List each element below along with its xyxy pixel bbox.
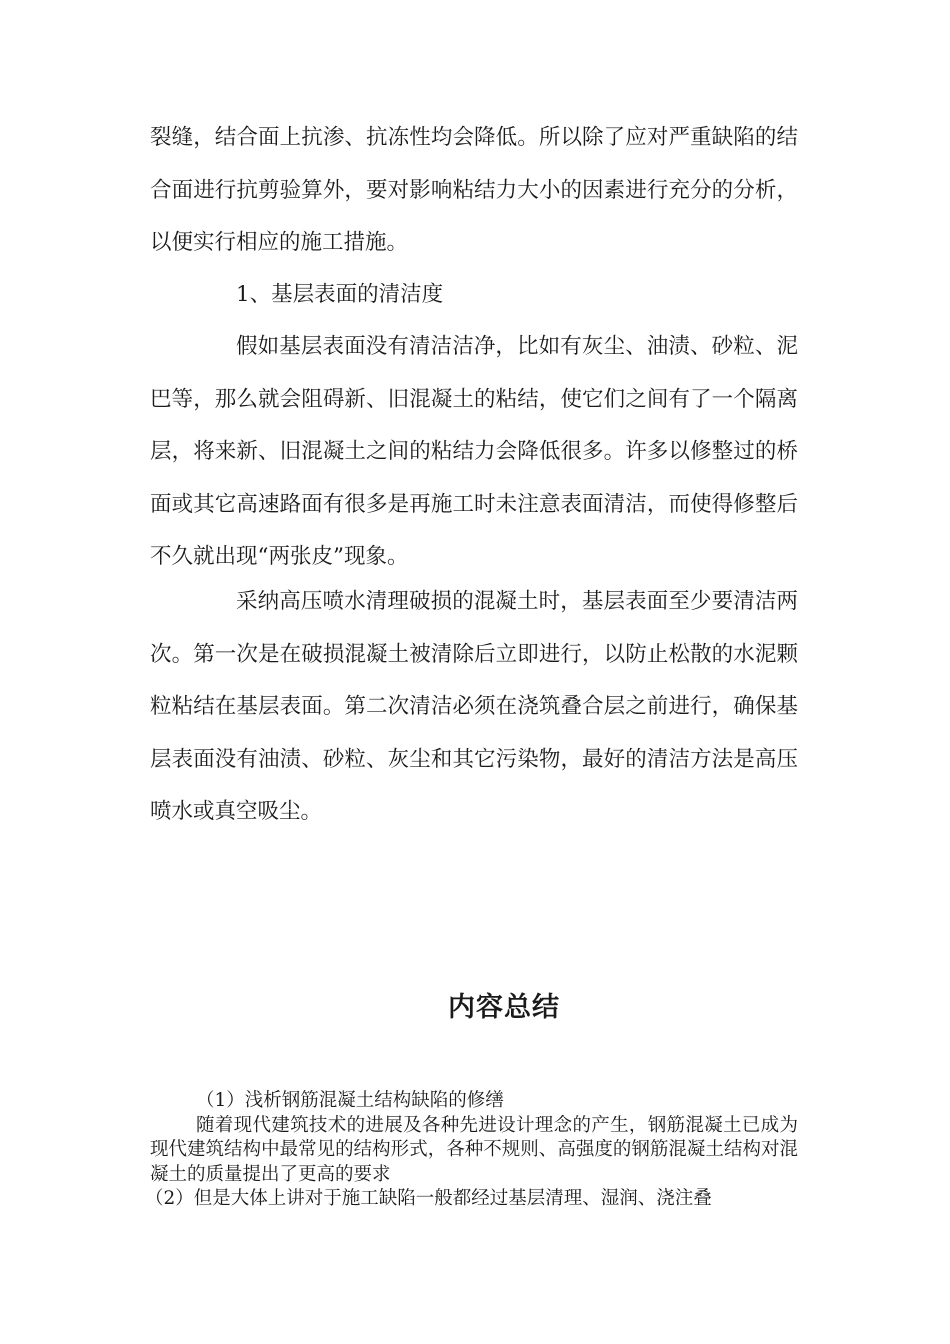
section-heading: 1、基层表面的清洁度 [236, 282, 444, 307]
paragraph-cleanliness: 假如基层表面没有清洁洁净，比如有灰尘、油渍、砂粒、泥巴等，那么就会阻碍新、旧混凝土的粘结，使它们之间有了一个隔离层，将来新、旧混凝土之间的粘结力会降低很多。许多以修整过的桥面或其它高速路面有很多是再施工时未注意表面清洁，而使得修整后不久就出现“两张皮”现象。 [150, 334, 798, 569]
summary-item-1: （1）浅析钢筋混凝土结构缺陷的修缮 [196, 1090, 504, 1111]
summary-item-1-body: 随着现代建筑技术的进展及各种先进设计理念的产生，钢筋混凝土已成为现代建筑结构中最常见的结构形式，各种不规则、高强度的钢筋混凝土结构对混凝土的质量提出了更高的要求 [150, 1114, 798, 1185]
summary-title: 内容总结 [448, 992, 560, 1023]
summary-item-2: （2）但是大体上讲对于施工缺陷一般都经过基层清理、湿润、浇注叠 [145, 1188, 712, 1209]
paragraph-high-pressure-cleaning: 采纳高压喷水清理破损的混凝土时，基层表面至少要清洁两次。第一次是在破损混凝土被清除后立即进行，以防止松散的水泥颗粒粘结在基层表面。第二次清洁必须在浇筑叠合层之前进行，确保基层表面没有油渍、砂粒、灰尘和其它污染物，最好的清洁方法是高压喷水或真空吸尘。 [150, 589, 798, 824]
summary-block [145, 1089, 798, 1212]
paragraph-continued: 裂缝，结合面上抗渗、抗冻性均会降低。所以除了应对严重缺陷的结合面进行抗剪验算外，要对影响粘结力大小的因素进行充分的分析，以便实行相应的施工措施。 [150, 125, 798, 255]
